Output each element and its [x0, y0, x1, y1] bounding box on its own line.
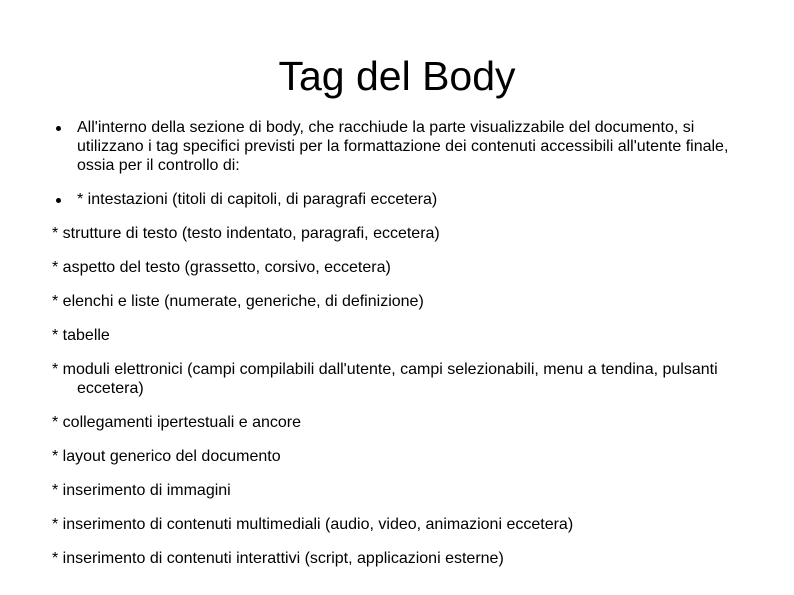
bullet-text: * intestazioni (titoli di capitoli, di paragrafi eccetera)	[77, 191, 438, 208]
list-paragraph: * collegamenti ipertestuali e ancore	[52, 414, 302, 431]
bullet-item	[52, 118, 752, 175]
bullet-dot-icon	[56, 126, 61, 131]
list-paragraph: * strutture di testo (testo indentato, paragrafi, eccetera)	[52, 225, 440, 242]
bullet-dot-icon	[56, 198, 61, 203]
list-paragraph: * inserimento di contenuti multimediali (audio, video, animazioni eccetera)	[52, 516, 574, 533]
list-paragraph: * inserimento di immagini	[52, 482, 231, 499]
list-paragraph: * moduli elettronici (campi compilabili dall'utente, campi selezionabili, menu a tendina, pulsanti eccetera)	[52, 361, 718, 397]
list-paragraph: * elenchi e liste (numerate, generiche, di definizione)	[52, 293, 424, 310]
list-paragraph: * layout generico del documento	[52, 448, 281, 465]
bullet-item	[52, 190, 752, 209]
list-paragraph: * aspetto del testo (grassetto, corsivo, eccetera)	[52, 259, 391, 276]
list-paragraph: * inserimento di contenuti interattivi (script, applicazioni esterne)	[52, 550, 504, 567]
slide-title: Tag del Body	[278, 53, 516, 99]
list-paragraph: * tabelle	[52, 327, 110, 344]
slide-content	[52, 118, 752, 568]
bullet-text: All'interno della sezione di body, che racchiude la parte visualizzabile del documento, si utilizzano i tag specifici previsti per la formattazione dei contenuti accessibili all'utente finale, ossia per il controllo di:	[77, 119, 729, 174]
